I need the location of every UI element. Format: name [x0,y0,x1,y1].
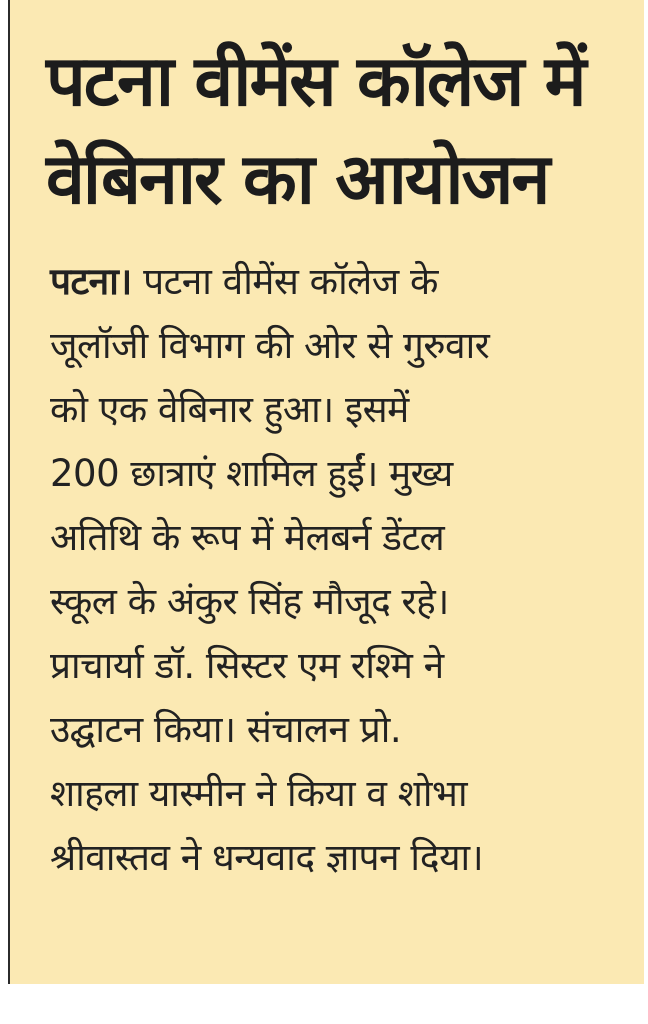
body-text: पटना वीमेंस कॉलेज के [131,260,438,303]
headline-line: पटना वीमेंस कॉलेज में [46,40,585,122]
body-line: को एक वेबिनार हुआ। इसमें [50,388,409,431]
body-line: उद्घाटन किया। संचालन प्रो. [50,708,402,751]
headline [10,0,644,228]
body-line: शाहला यास्मीन ने किया व शोभा [50,772,468,815]
body-line: अतिथि के रूप में मेलबर्न डेंटल [50,516,445,559]
newspaper-clipping [8,0,644,984]
body-line [50,250,630,314]
body-line: श्रीवास्तव ने धन्यवाद ज्ञापन दिया। [50,836,484,879]
page-margin [0,984,648,1024]
body-line: 200 छात्राएं शामिल हुईं। मुख्य [50,452,453,495]
body-line: जूलॉजी विभाग की ओर से गुरुवार [50,324,490,367]
headline-line: वेबिनार का आयोजन [46,138,549,220]
dateline: पटना। [50,260,132,303]
body-line: प्राचार्या डॉ. सिस्टर एम रश्मि ने [50,644,444,687]
article-body [10,228,644,890]
body-line: स्कूल के अंकुर सिंह मौजूद रहे। [50,580,449,623]
